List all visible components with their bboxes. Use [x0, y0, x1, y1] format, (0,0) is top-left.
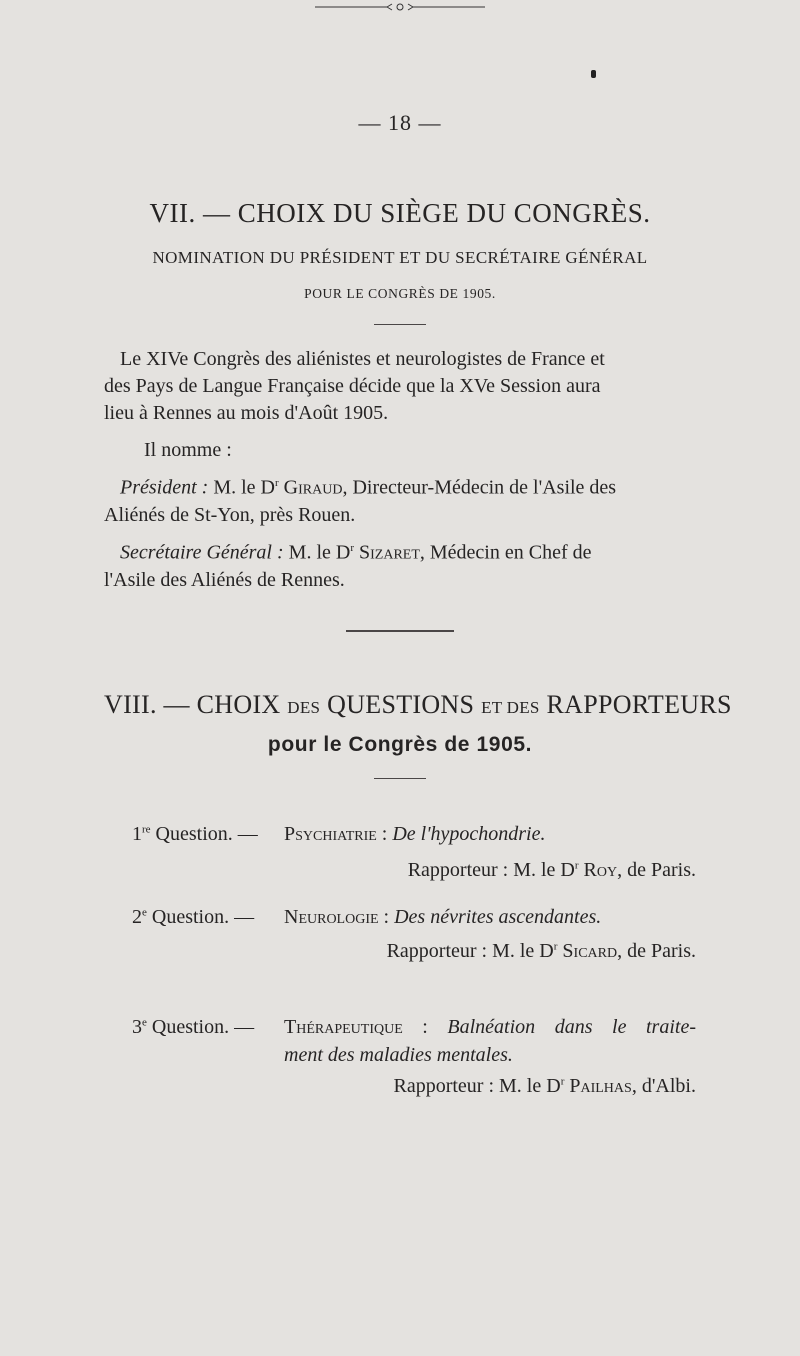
- president-name: Giraud: [278, 476, 343, 499]
- congress-paragraph: [104, 346, 696, 427]
- question-3-rapporteur: Rapporteur : M. le $D^r$ Pailhas, d'Albi.: [393, 1075, 696, 1097]
- paragraph-line: des Pays de Langue Française décide que la XVe Session aura: [104, 375, 601, 397]
- secretary-name: Sizaret: [354, 541, 420, 564]
- section-8-title: VIII. — CHOIX DES QUESTIONS ET DES RAPPORTEURS: [104, 690, 732, 719]
- section-7-title: VII. — CHOIX DU SIÈGE DU CONGRÈS.: [149, 198, 651, 228]
- question-3-topic-cont: ment des maladies mentales.: [284, 1044, 513, 1066]
- secretary-label: Secrétaire Général :: [120, 541, 284, 564]
- president-label: Président :: [120, 476, 209, 499]
- question-2-rapporteur: Rapporteur : M. le $D^r$ Sicard, de Paris.: [386, 940, 696, 962]
- end-ornament: [0, 0, 800, 19]
- section-7-subtitle-year: POUR LE CONGRÈS DE 1905.: [304, 286, 496, 301]
- page-number: — 18 —: [358, 110, 442, 135]
- tailpiece-ornament: [315, 0, 485, 14]
- secretary-entry: Secrétaire Général : M. le $D^r$ Sizaret, Médecin en Chef de l'Asile des Aliénés de Rennes.: [104, 541, 592, 591]
- question-3-topic: Thérapeutique : Balnéation dans le traite-: [284, 1016, 696, 1038]
- paragraph-line: lieu à Rennes au mois d'Août 1905.: [104, 402, 389, 424]
- section-8-subtitle: pour le Congrès de 1905.: [267, 733, 533, 756]
- question-2-topic: Neurologie : Des névrites ascendantes.: [284, 906, 602, 928]
- short-divider: [374, 778, 426, 779]
- section-7-subtitle: NOMINATION DU PRÉSIDENT ET DU SECRÉTAIRE GÉNÉRAL: [152, 248, 648, 267]
- president-entry: Président : M. le $D^r$ Giraud, Directeur-Médecin de l'Asile des Aliénés de St-Yon, près Rouen.: [104, 476, 617, 526]
- question-1-topic: Psychiatrie : De l'hypochondrie.: [284, 823, 546, 845]
- question-1-rapporteur: Rapporteur : M. le $D^r$ Roy, de Paris.: [407, 859, 696, 881]
- ink-speck: [591, 70, 596, 78]
- il-nomme-text: Il nomme :: [144, 439, 232, 461]
- question-2-label: 2e Question. —: [132, 906, 255, 928]
- section-divider: [346, 630, 454, 632]
- question-1-label: 1re Question. —: [132, 823, 258, 845]
- short-divider: [374, 324, 426, 325]
- question-3-label: 3e Question. —: [132, 1016, 255, 1038]
- paragraph-line: Le XIVe Congrès des aliénistes et neurologistes de France et: [120, 348, 605, 370]
